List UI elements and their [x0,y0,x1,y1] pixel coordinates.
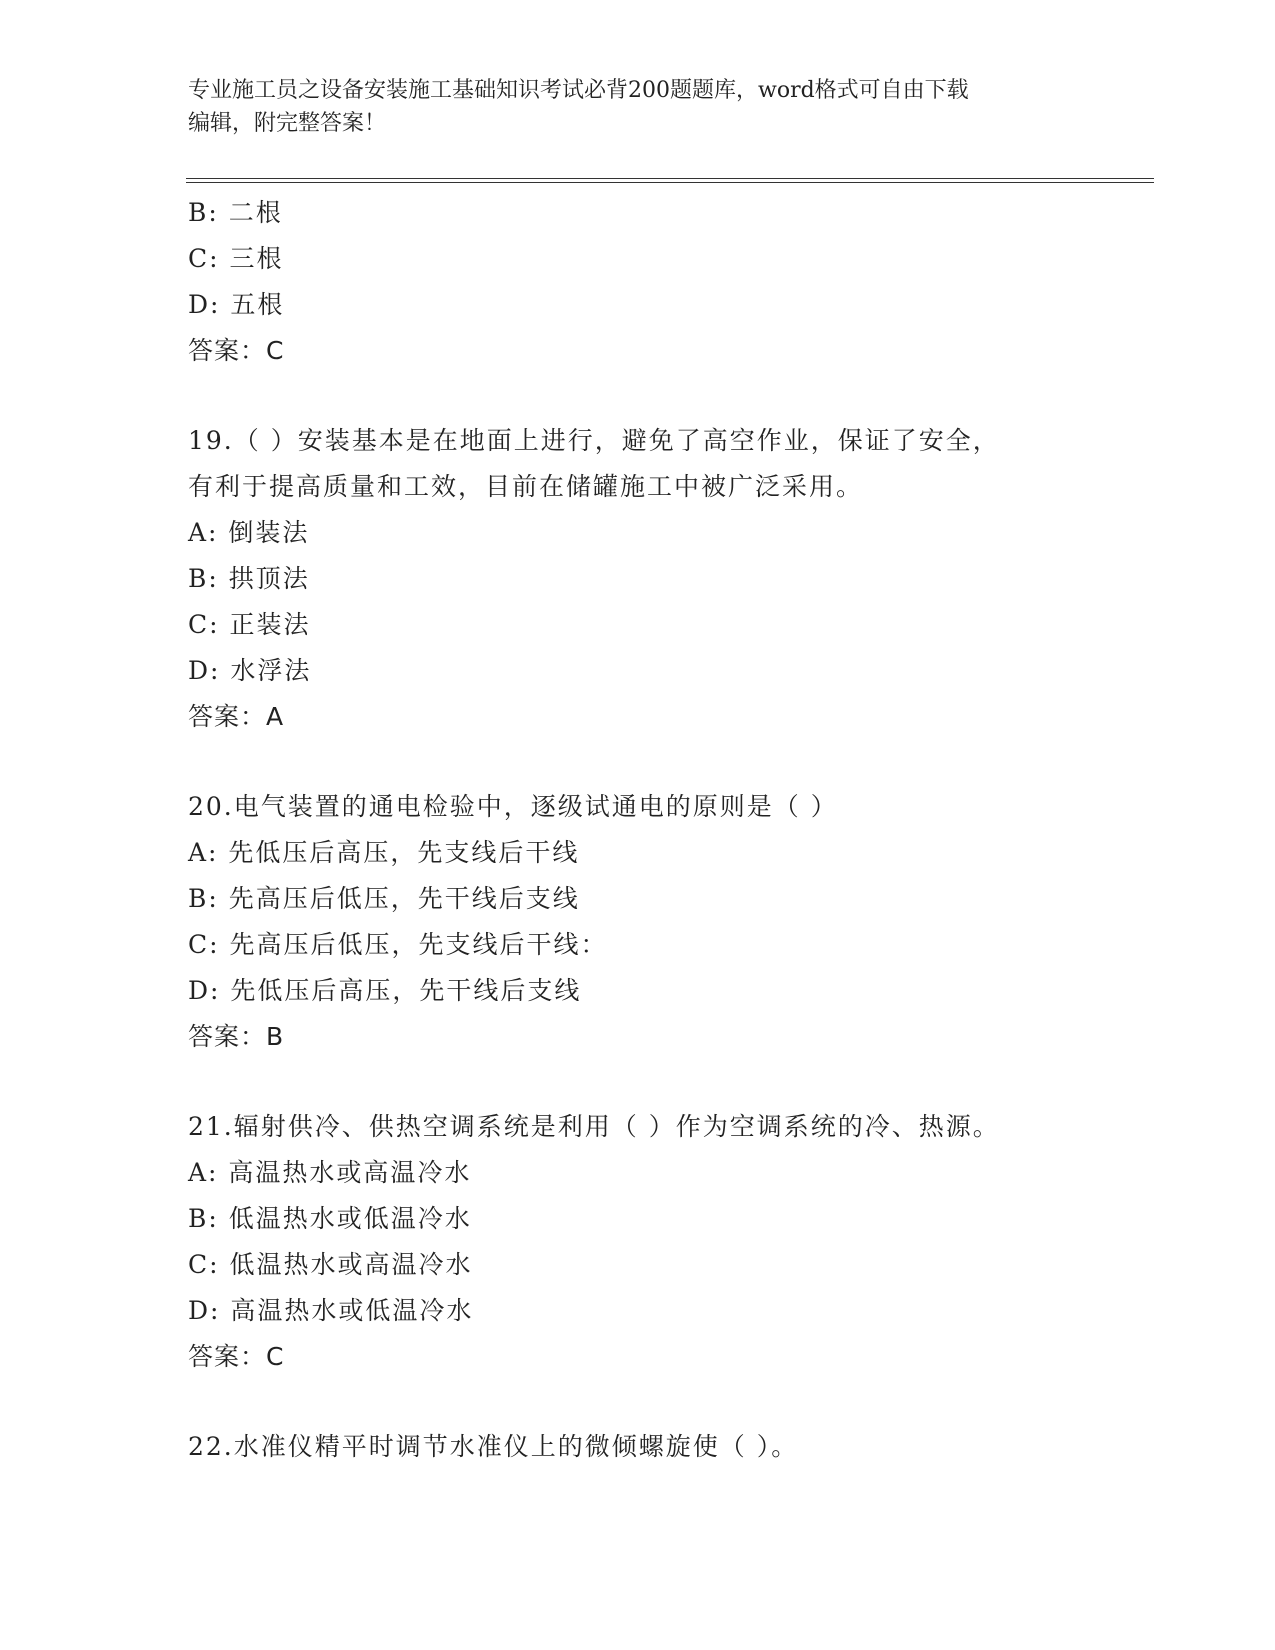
question-22 [188,1424,1088,1470]
question-stem-line: 20.电气装置的通电检验中，逐级试通电的原则是（ ） [188,792,838,821]
document-header [188,74,1088,140]
option-d: D: 高温热水或低温冷水 [188,1296,474,1325]
option-d: D: 先低压后高压，先干线后支线 [188,976,582,1005]
option-b: B: 低温热水或低温冷水 [188,1204,472,1233]
answer-line: 答案：C [188,1342,285,1371]
option-c: C: 三根 [188,244,284,273]
question-stem-line: 22.水准仪精平时调节水准仪上的微倾螺旋使（ ）。 [188,1432,799,1461]
header-title-line-2: 编辑，附完整答案！ [188,111,387,136]
question-18-continued [188,190,1088,374]
option-b: B: 拱顶法 [188,564,310,593]
option-c: C: 先高压后低压，先支线后干线： [188,930,608,959]
question-20 [188,784,1088,1060]
question-21 [188,1104,1088,1380]
question-stem-line: 有利于提高质量和工效，目前在储罐施工中被广泛采用。 [188,472,864,501]
option-a: A: 倒装法 [188,518,310,547]
question-stem-line: 21.辐射供冷、供热空调系统是利用（ ）作为空调系统的冷、热源。 [188,1112,1000,1141]
option-b: B: 先高压后低压，先干线后支线 [188,884,580,913]
question-19 [188,418,1088,740]
option-d: D: 水浮法 [188,656,312,685]
option-d: D: 五根 [188,290,285,319]
header-title-line-1: 专业施工员之设备安装施工基础知识考试必背200题题库，word格式可自由下载 [188,78,969,103]
option-b: B: 二根 [188,198,283,227]
option-c: C: 正装法 [188,610,311,639]
option-a: A: 高温热水或高温冷水 [188,1158,472,1187]
question-stem-line: 19.（ ）安装基本是在地面上进行，避免了高空作业，保证了安全， [188,426,1000,455]
header-divider-bottom [186,182,1154,183]
option-a: A: 先低压后高压，先支线后干线 [188,838,580,867]
question-list [188,190,1088,1470]
answer-line: 答案：B [188,1022,285,1051]
header-divider-top [186,178,1154,179]
answer-line: 答案：A [188,702,285,731]
answer-line: 答案：C [188,336,285,365]
option-c: C: 低温热水或高温冷水 [188,1250,473,1279]
